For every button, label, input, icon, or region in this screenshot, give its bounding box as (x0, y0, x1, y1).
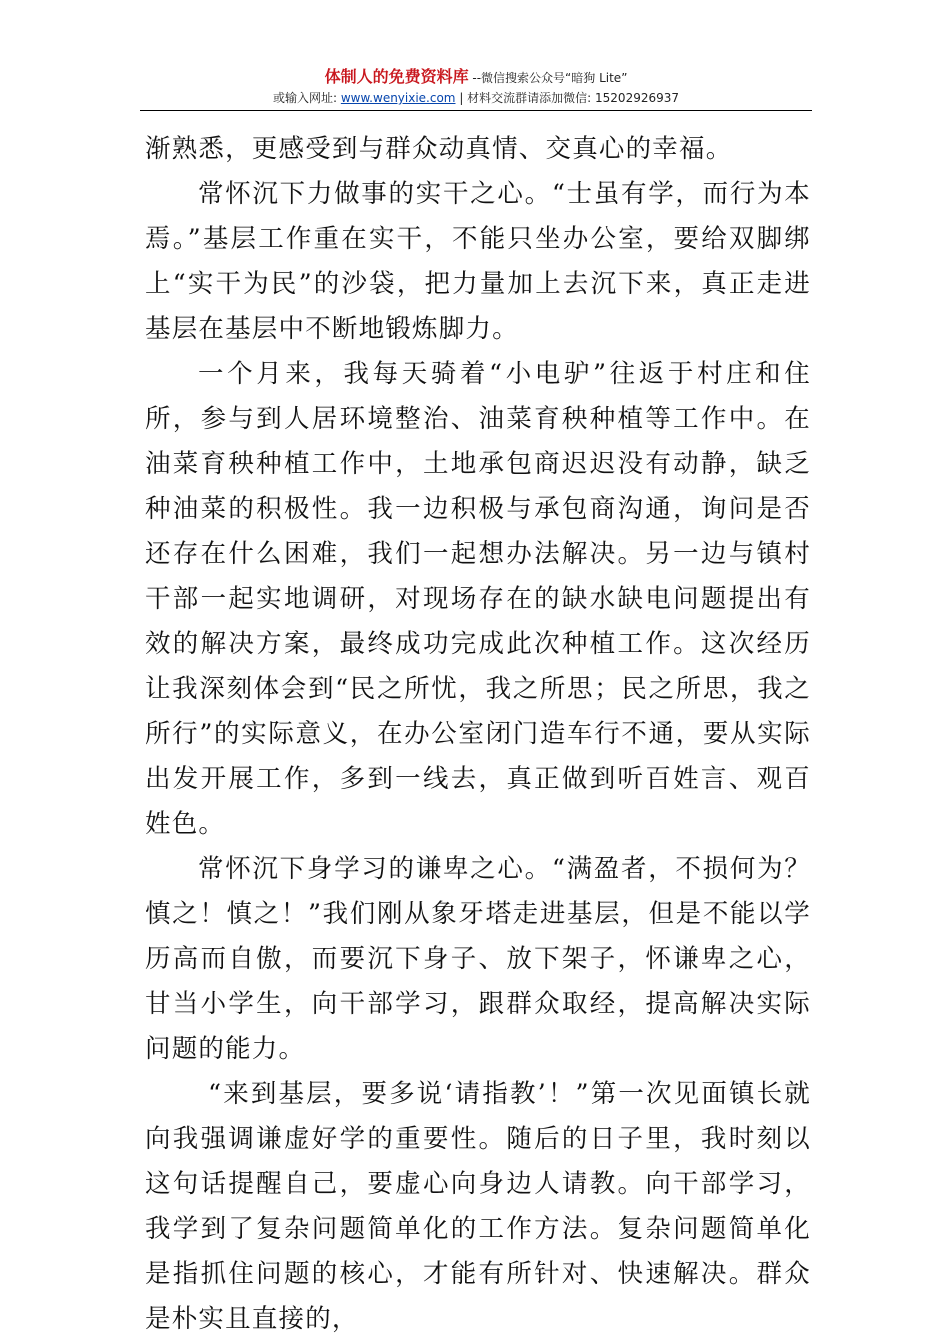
page-header (140, 68, 812, 107)
paragraph-practical-heart: 常怀沉下力做事的实干之心。“士虽有学，而行为本焉。”基层工作重在实干，不能只坐办公室，要给双脚绑上“实干为民”的沙袋，把力量加上去沉下来，真正走进基层在基层中不断地锻炼脚力。 (145, 179, 811, 344)
brand-title: 体制人的免费资料库 (324, 67, 469, 86)
url-prefix: 或输入网址: (272, 91, 341, 105)
paragraph-month-experience: 一个月来，我每天骑着“小电驴”往返于村庄和住所，参与到人居环境整治、油菜育秧种植等工作中。在油菜育秧种植工作中，土地承包商迟迟没有动静，缺乏种油菜的积极性。我一边积极与承包商沟通，询问是否还存在什么困难，我们一起想办法解决。另一边与镇村干部一起实地调研，对现场存在的缺水缺电问题提出有效的解决方案，最终成功完成此次种植工作。这次经历让我深刻体会到“民之所忧，我之所思；民之所思，我之所行”的实际意义，在办公室闭门造车行不通，要从实际出发开展工作，多到一线去，真正做到听百姓言、观百姓色。 (145, 359, 811, 839)
header-line-2 (140, 89, 812, 107)
header-tagline: --微信搜索公众号“暗狗 Lite” (468, 71, 628, 85)
document-body (145, 127, 811, 1342)
paragraph-ask-advice: “来到基层，要多说‘请指教’！”第一次见面镇长就向我强调谦虚好学的重要性。随后的日子里，我时刻以这句话提醒自己，要虚心向身边人请教。向干部学习，我学到了复杂问题简单化的工作方法。复杂问题简单化是指抓住问题的核心，才能有所针对、快速解决。群众是朴实且直接的， (145, 1079, 811, 1334)
paragraph-continuation: 渐熟悉，更感受到与群众动真情、交真心的幸福。 (145, 134, 733, 164)
header-divider (140, 110, 812, 111)
website-link[interactable]: www.wenyixie.com (340, 91, 456, 105)
header-line-1 (140, 68, 812, 87)
contact-info: | 材料交流群请添加微信: 15202926937 (455, 91, 680, 105)
paragraph-humble-heart: 常怀沉下身学习的谦卑之心。“满盈者，不损何为？慎之！慎之！”我们刚从象牙塔走进基层，但是不能以学历高而自傲，而要沉下身子、放下架子，怀谦卑之心，甘当小学生，向干部学习，跟群众取经，提高解决实际问题的能力。 (145, 854, 811, 1064)
